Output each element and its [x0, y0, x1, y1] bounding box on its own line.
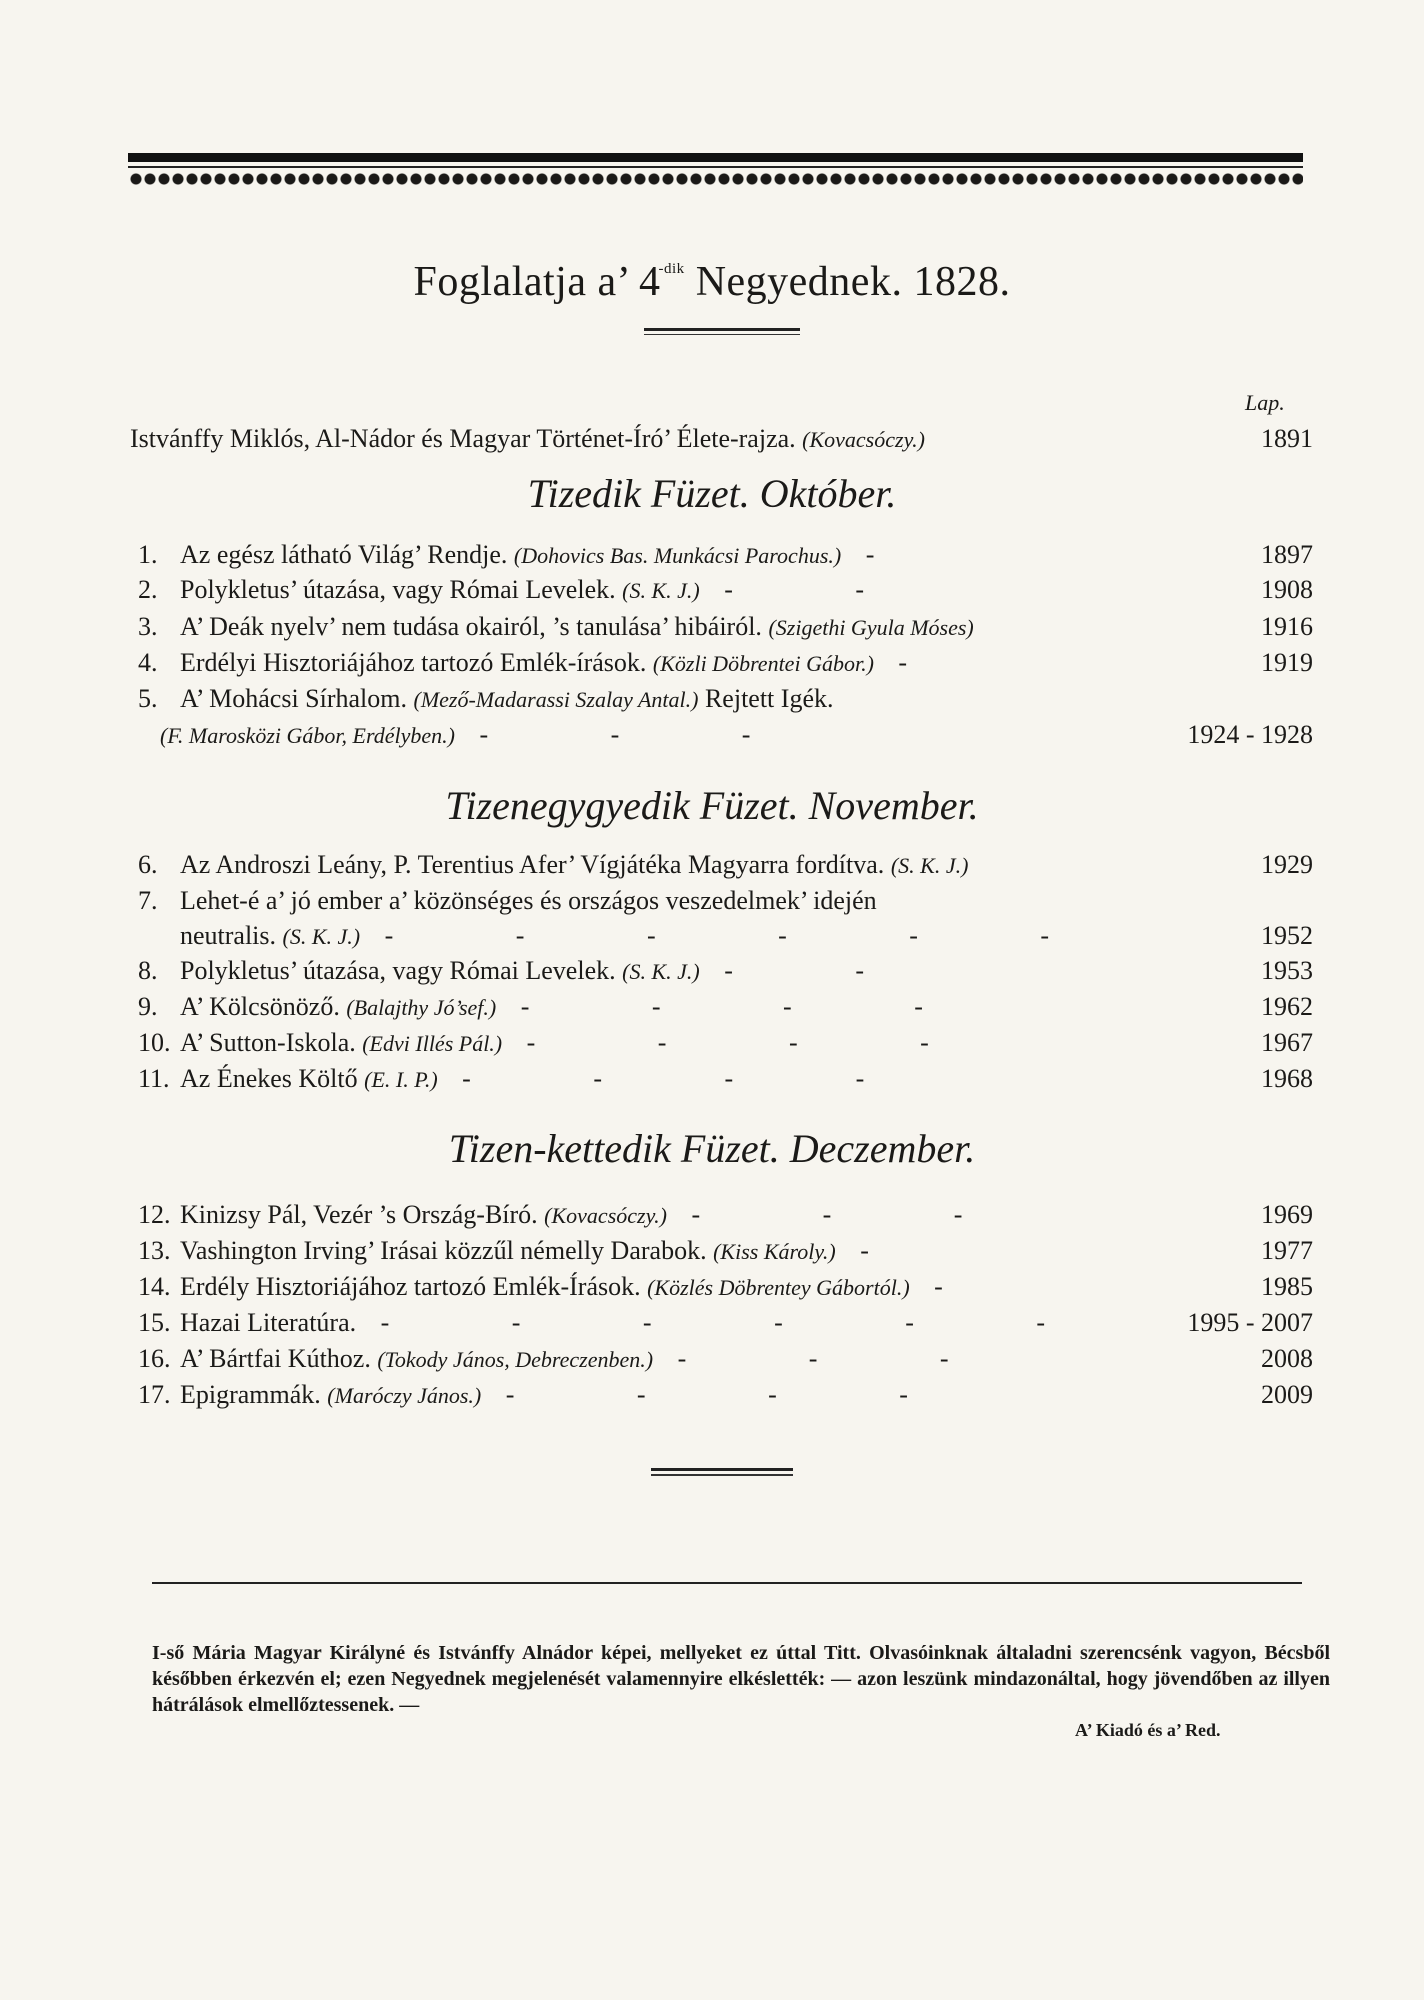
toc-entry — [138, 886, 1313, 920]
footnote-rule — [152, 1582, 1302, 1584]
toc-entry — [138, 540, 1313, 574]
entry-text: A’ Mohácsi Sírhalom. — [180, 684, 407, 713]
entry-text: Erdélyi Hisztoriájához tartozó Emlék-írások. — [180, 648, 647, 677]
toc-entry — [138, 956, 1313, 990]
entry-number: 3. — [138, 612, 158, 641]
entry-leaders: - — [865, 540, 933, 569]
entry-page: 1908 — [1261, 575, 1313, 604]
title-underline-thin — [644, 334, 800, 335]
entry-author: (Maróczy János.) — [327, 1383, 482, 1408]
header-ornament-beads — [128, 171, 1303, 187]
toc-entry-continuation — [180, 921, 1313, 955]
entry-text: Vashington Irving’ Irásai közzűl némelly Darabok. — [180, 1236, 707, 1265]
entry-text: Hazai Literatúra. — [180, 1308, 357, 1337]
entry-leaders: - - - — [691, 1200, 1021, 1229]
entry-number: 5. — [138, 684, 158, 713]
entry-author: (F. Marosközi Gábor, Erdélyben.) — [160, 723, 455, 748]
entry-number: 13. — [138, 1236, 171, 1265]
entry-number: 11. — [138, 1064, 170, 1093]
entry-text: Az Androszi Leány, P. Terentius Afer’ Vígjátéka Magyarra fordítva. — [180, 850, 885, 879]
entry-number: 2. — [138, 575, 158, 604]
entry-page: 1891 — [1261, 424, 1313, 453]
entry-text: A’ Deák nyelv’ nem tudása okairól, ’s tanulása’ hibáiról. — [180, 612, 762, 641]
entry-page: 1977 — [1261, 1236, 1313, 1265]
toc-entry — [138, 648, 1313, 682]
entry-text: Polykletus’ útazása, vagy Római Levelek. — [180, 956, 616, 985]
entry-leaders: - - - - - - — [380, 1308, 1104, 1337]
entry-page: 1968 — [1261, 1064, 1313, 1093]
entry-author: (S. K. J.) — [622, 959, 700, 984]
entry-author: (S. K. J.) — [890, 853, 969, 878]
toc-entry — [138, 1344, 1313, 1378]
entry-page: 1897 — [1261, 540, 1313, 569]
entry-author: (Tokody János, Debreczenben.) — [377, 1347, 654, 1372]
toc-entry — [138, 1236, 1313, 1270]
entry-page: 1985 — [1261, 1272, 1313, 1301]
entry-text: Polykletus’ útazása, vagy Római Levelek. — [180, 575, 616, 604]
toc-entry — [138, 575, 1313, 609]
entry-number: 10. — [138, 1028, 171, 1057]
entry-number: 6. — [138, 850, 158, 879]
entry-page: 1969 — [1261, 1200, 1313, 1229]
entry-text: Kinizsy Pál, Vezér ’s Ország-Bíró. — [180, 1200, 538, 1229]
entry-leaders: - - - - - - — [384, 921, 1108, 950]
entry-number: 15. — [138, 1308, 171, 1337]
entry-author: (Mező-Madarassi Szalay Antal.) — [413, 687, 699, 712]
entry-leaders: - - - — [677, 1344, 1007, 1373]
entry-author: (Kovacsóczy.) — [544, 1203, 667, 1228]
entry-page: 1929 — [1261, 850, 1313, 879]
entry-text: Lehet-é a’ jó ember a’ közönséges és országos veszedelmek’ idején — [180, 886, 877, 915]
toc-entry — [138, 1380, 1313, 1414]
toc-entry — [138, 992, 1313, 1026]
page-title — [0, 258, 1424, 306]
entry-page: 1916 — [1261, 612, 1313, 641]
entry-leaders: - - - - — [462, 1064, 923, 1093]
entry-leaders: - - - — [479, 720, 809, 749]
end-rule-thin — [651, 1474, 793, 1476]
entry-page: 1962 — [1261, 992, 1313, 1021]
entry-number: 9. — [138, 992, 158, 1021]
page-column-label: Lap. — [1245, 390, 1285, 415]
entry-author: (Edvi Illés Pál.) — [362, 1031, 503, 1056]
entry-page: 2009 — [1261, 1380, 1313, 1409]
entry-leaders: - - - - — [505, 1380, 966, 1409]
title-rest: Negyednek. 1828. — [684, 259, 1011, 305]
header-ornament-thin-rule — [128, 166, 1303, 168]
entry-text: Istvánffy Miklós, Al-Nádor és Magyar Történet-Író’ Élete-rajza. — [130, 424, 796, 453]
entry-author: (Közlés Döbrentey Gábortól.) — [647, 1275, 910, 1300]
entry-leaders: - - - - — [520, 992, 981, 1021]
entry-number: 16. — [138, 1344, 171, 1373]
section-title-november: Tizenegygyedik Füzet. November. — [445, 783, 979, 828]
entry-number: 7. — [138, 886, 158, 915]
entry-text: neutralis. — [180, 921, 277, 950]
entry-number: 17. — [138, 1380, 171, 1409]
title-main: Foglalatja a’ 4 — [413, 259, 661, 305]
toc-entry-continuation — [160, 720, 1313, 754]
toc-entry — [138, 612, 1313, 646]
entry-leaders: - — [860, 1236, 927, 1265]
entry-leaders: - — [898, 648, 966, 677]
entry-author: (Balajthy Jó’sef.) — [346, 995, 497, 1020]
toc-entry — [138, 1028, 1313, 1062]
entry-author: (Kovacsóczy.) — [802, 427, 925, 452]
entry-number: 12. — [138, 1200, 171, 1229]
entry-author: (Közli Döbrentei Gábor.) — [652, 651, 874, 676]
toc-entry — [138, 1200, 1313, 1234]
entry-text: Erdély Hisztoriájához tartozó Emlék-Írások. — [180, 1272, 641, 1301]
entry-page: 1967 — [1261, 1028, 1313, 1057]
entry-page: 1952 — [1261, 921, 1313, 950]
title-underline — [644, 328, 800, 331]
entry-author: (Dohovics Bas. Munkácsi Parochus.) — [513, 543, 842, 568]
entry-text: A’ Sutton-Iskola. — [180, 1028, 356, 1057]
entry-page: 1924 - 1928 — [1187, 720, 1313, 749]
entry-text: Az egész látható Világ’ Rendje. — [180, 540, 508, 569]
section-title-october: Tizedik Füzet. Október. — [527, 471, 897, 516]
entry-text: A’ Kölcsönöző. — [180, 992, 340, 1021]
entry-number: 1. — [138, 540, 158, 569]
toc-entry — [138, 684, 1313, 718]
toc-entry — [138, 850, 1313, 884]
entry-page: 1919 — [1261, 648, 1313, 677]
entry-leaders: - — [934, 1272, 1001, 1301]
title-superscript: -dik — [658, 261, 685, 277]
entry-number: 4. — [138, 648, 158, 677]
end-rule — [651, 1468, 793, 1471]
entry-leaders: - - - - — [526, 1028, 987, 1057]
entry-number: 14. — [138, 1272, 171, 1301]
entry-page: 2008 — [1261, 1344, 1313, 1373]
entry-text: Az Énekes Költő — [180, 1064, 358, 1093]
entry-author: (E. I. P.) — [364, 1067, 438, 1092]
entry-leaders: - - — [724, 575, 923, 604]
entry-author: (S. K. J.) — [622, 578, 700, 603]
footnote: I-ső Mária Magyar Királyné és Istvánffy Alnádor képei, mellyeket ez úttal Titt. Olvasóinknak általadni szerencsénk vagyon, Bécsből későbben érkezvén el; ezen Negyednek megjelenését valamennyire elkéslették: — azon leszünk mindazonáltal, hogy jövendőben az illyen hátrálások elmellőztessenek. — — [152, 1642, 1330, 1716]
section-title-december: Tizen-kettedik Füzet. Deczember. — [448, 1126, 976, 1171]
entry-leaders: - - — [724, 956, 923, 985]
footnote-signature: A’ Kiadó és a’ Red. — [1075, 1720, 1221, 1740]
intro-entry — [130, 424, 1313, 458]
header-ornament-rule — [128, 153, 1303, 162]
toc-entry — [138, 1064, 1313, 1098]
toc-entry — [138, 1308, 1313, 1342]
entry-author: (Kiss Károly.) — [713, 1239, 836, 1264]
entry-text: A’ Bártfai Kúthoz. — [180, 1344, 371, 1373]
entry-text: Epigrammák. — [180, 1380, 321, 1409]
entry-page: 1995 - 2007 — [1187, 1308, 1313, 1337]
entry-number: 8. — [138, 956, 158, 985]
toc-entry — [138, 1272, 1313, 1306]
entry-author: (S. K. J.) — [282, 924, 361, 949]
entry-extra-title: Rejtett Igék. — [704, 684, 834, 713]
entry-page: 1953 — [1261, 956, 1313, 985]
entry-author: (Szigethi Gyula Móses) — [768, 615, 974, 640]
